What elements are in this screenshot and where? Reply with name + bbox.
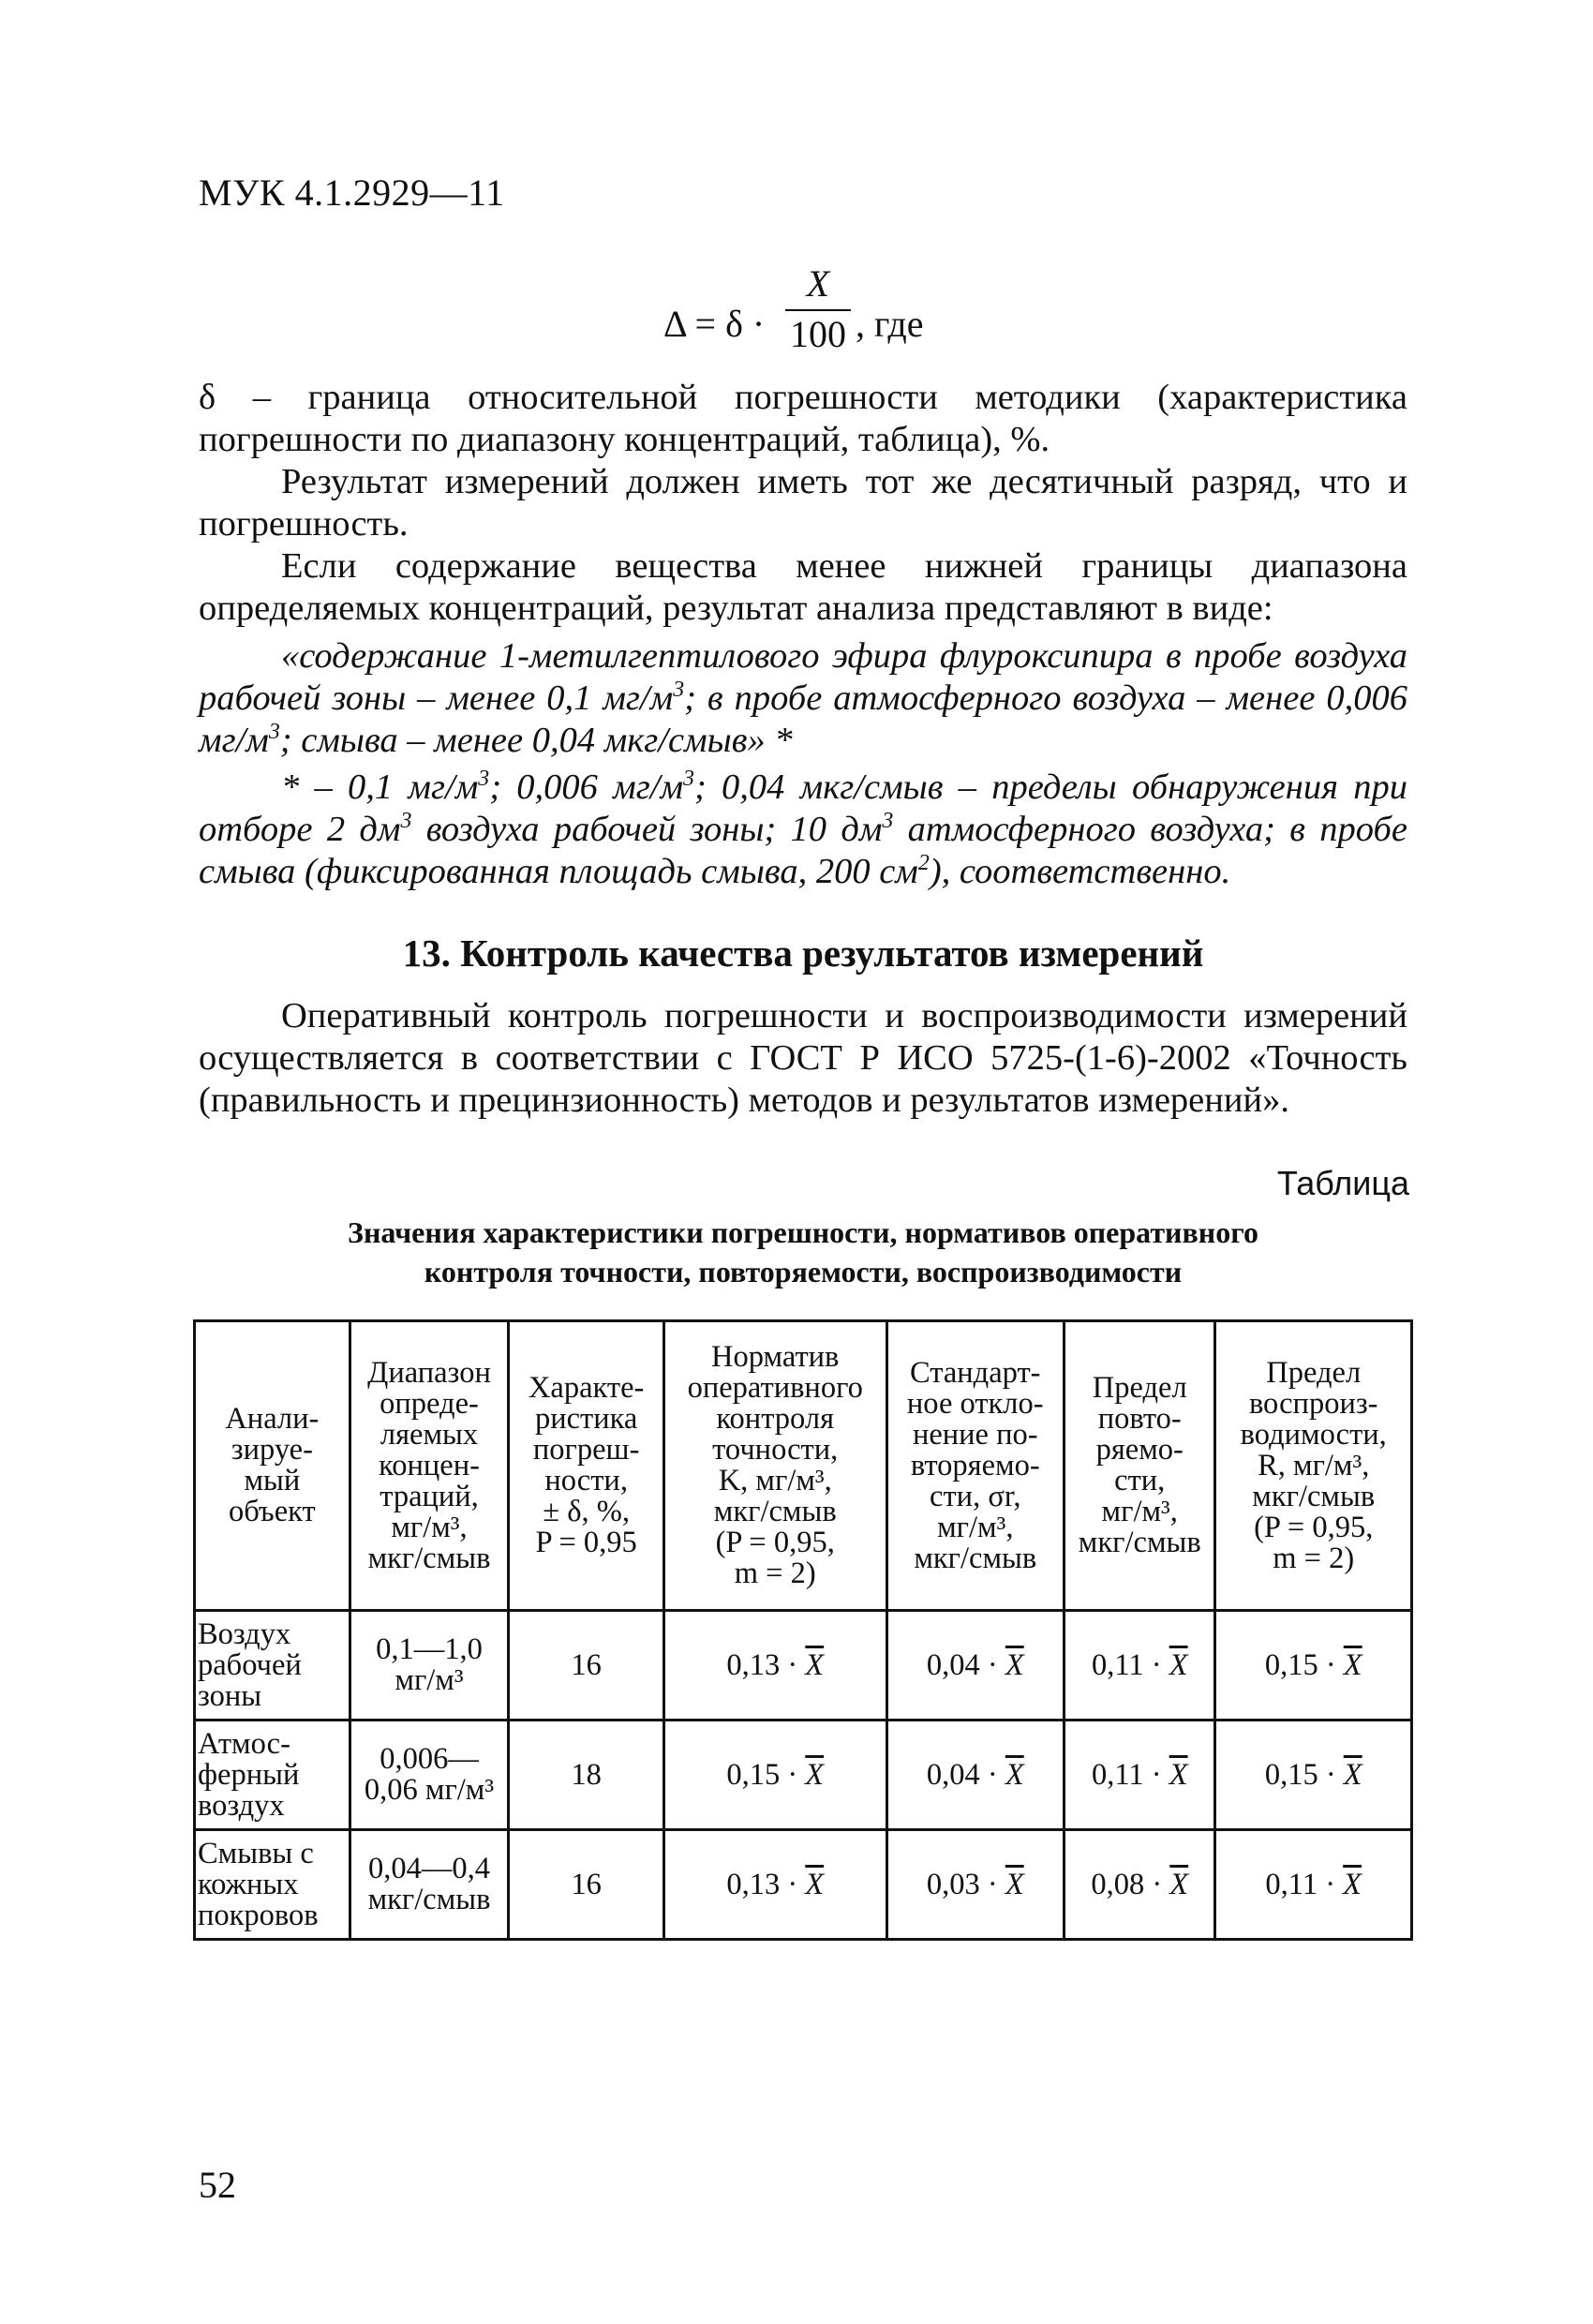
delta-definition: δ – граница относительной погрешности методики (характеристика погрешности по диапазону концентраций, таблица), %. xyxy=(199,378,1407,459)
footnote-part: * – 0,1 мг/м xyxy=(281,767,479,807)
error-formula xyxy=(663,264,963,367)
table-row xyxy=(195,1721,1412,1830)
table-label: Таблица xyxy=(1276,1164,1409,1202)
mean-x-symbol: $\overline{X}$ xyxy=(805,1867,825,1901)
detection-limits-footnote xyxy=(199,767,1407,893)
mean-x-symbol: $\overline{X}$ xyxy=(1005,1867,1024,1901)
section-body: Оперативный контроль погрешности и воспроизводимости измерений осуществляется в соответствии с ГОСТ Р ИСО 5725-(1-6)-2002 «Точность (правильность и прецинзионность) методов и результатов измерений». xyxy=(199,996,1407,1120)
object-cell: Атмос- ферный воздух xyxy=(195,1721,350,1830)
table-caption xyxy=(199,1213,1407,1291)
quote-part: ; в пробе атмосферного воздуха – менее 0,006 мг/м xyxy=(199,678,1407,760)
formula-numerator: X xyxy=(806,262,830,305)
delta-cell: 16 xyxy=(509,1611,664,1721)
mean-x-symbol: $\overline{X}$ xyxy=(1169,1757,1188,1792)
k-norm-cell: $0,15 \cdot \overline{X}$ xyxy=(663,1721,886,1830)
delta-cell: 18 xyxy=(509,1721,664,1830)
reproducibility-limit-cell: $0,15 \cdot \overline{X}$ xyxy=(1215,1721,1412,1830)
result-quote xyxy=(199,635,1407,762)
range-cell: 0,1—1,0 мг/м³ xyxy=(350,1611,509,1721)
repeatability-limit-cell: $0,11 \cdot \overline{X}$ xyxy=(1064,1721,1215,1830)
superscript: 3 xyxy=(400,809,412,834)
delta-cell: 16 xyxy=(509,1830,664,1940)
superscript: 3 xyxy=(268,720,280,745)
repeatability-limit-cell: $0,11 \cdot \overline{X}$ xyxy=(1064,1611,1215,1721)
sigma-cell: $0,03 \cdot \overline{X}$ xyxy=(886,1830,1064,1940)
header-cell: Предел повто- ряемо- сти, мг/м³, мкг/смыв xyxy=(1064,1321,1215,1611)
below-range-paragraph: Если содержание вещества менее нижней границы диапазона определяемых концентраций, результат анализа представляют в виде: xyxy=(199,546,1407,628)
superscript: 3 xyxy=(882,809,894,834)
k-norm-cell: $0,13 \cdot \overline{X}$ xyxy=(663,1611,886,1721)
quote-part: ; смыва – менее 0,04 мкг/смыв» * xyxy=(279,721,793,760)
mean-x-symbol: $\overline{X}$ xyxy=(805,1757,825,1792)
fraction-bar xyxy=(785,309,851,311)
formula-lhs: Δ = δ · xyxy=(663,303,766,345)
formula-rhs: , где xyxy=(856,303,924,345)
mean-x-symbol: $\overline{X}$ xyxy=(805,1647,825,1682)
sigma-cell: $0,04 \cdot \overline{X}$ xyxy=(886,1721,1064,1830)
header-cell: Предел воспроиз- водимости, R, мг/м³, мкг/смыв (P = 0,95, m = 2) xyxy=(1215,1321,1412,1611)
document-code: МУК 4.1.2929—11 xyxy=(199,171,505,214)
superscript: 3 xyxy=(478,767,490,792)
quote-part: «содержание 1-метилгептилового эфира флуроксипира в пробе воздуха рабочей зоны – менее 0,1 мг/м xyxy=(199,636,1407,718)
mean-x-symbol: $\overline{X}$ xyxy=(1169,1867,1189,1901)
caption-line: контроля точности, повторяемости, воспроизводимости xyxy=(424,1255,1183,1289)
formula-denominator: 100 xyxy=(790,313,846,355)
header-cell: Анали- зируе- мый объект xyxy=(195,1321,350,1611)
mean-x-symbol: $\overline{X}$ xyxy=(1005,1647,1024,1682)
mean-x-symbol: $\overline{X}$ xyxy=(1343,1757,1362,1792)
footnote-part: ; 0,04 мкг/смыв – пределы обнаружения при отборе 2 дм xyxy=(199,767,1407,849)
page-number: 52 xyxy=(199,2164,236,2206)
superscript: 3 xyxy=(673,678,685,703)
result-rank-paragraph: Результат измерений должен иметь тот же десятичный разряд, что и погрешность. xyxy=(199,462,1407,544)
table-row xyxy=(195,1611,1412,1721)
k-norm-cell: $0,13 \cdot \overline{X}$ xyxy=(663,1830,886,1940)
object-cell: Воздух рабочей зоны xyxy=(195,1611,350,1721)
footnote-part: ; 0,006 мг/м xyxy=(489,767,684,807)
table-header-row xyxy=(195,1321,1412,1611)
table-row xyxy=(195,1830,1412,1940)
sigma-cell: $0,04 \cdot \overline{X}$ xyxy=(886,1611,1064,1721)
header-cell: Диапазон опреде- ляемых концен- траций, мг/м³, мкг/смыв xyxy=(350,1321,509,1611)
mean-x-symbol: $\overline{X}$ xyxy=(1169,1647,1188,1682)
header-cell: Характе- ристика погреш- ности, ± δ, %, P = 0,95 xyxy=(509,1321,664,1611)
reproducibility-limit-cell: $0,11 \cdot \overline{X}$ xyxy=(1215,1830,1412,1940)
section-title: 13. Контроль качества результатов измерений xyxy=(402,931,1204,975)
object-cell: Смывы с кожных покровов xyxy=(195,1830,350,1940)
mean-x-symbol: $\overline{X}$ xyxy=(1343,1647,1362,1682)
formula-fraction xyxy=(785,264,851,354)
header-cell: Стандарт- ное откло- нение по- вторяемо- сти, σr, мг/м³, мкг/смыв xyxy=(886,1321,1064,1611)
mean-x-symbol: $\overline{X}$ xyxy=(1005,1757,1024,1792)
footnote-part: воздуха рабочей зоны; 10 дм xyxy=(411,810,883,849)
reproducibility-limit-cell: $0,15 \cdot \overline{X}$ xyxy=(1215,1611,1412,1721)
superscript: 3 xyxy=(683,767,694,792)
range-cell: 0,04—0,4 мкг/смыв xyxy=(350,1830,509,1940)
range-cell: 0,006— 0,06 мг/м³ xyxy=(350,1721,509,1830)
header-cell: Норматив оперативного контроля точности, K, мг/м³, мкг/смыв (P = 0,95, m = 2) xyxy=(663,1321,886,1611)
error-characteristics-table xyxy=(193,1319,1413,1941)
footnote-part: ), соответственно. xyxy=(929,852,1231,891)
mean-x-symbol: $\overline{X}$ xyxy=(1343,1867,1362,1901)
caption-line: Значения характеристики погрешности, нормативов оперативного xyxy=(348,1215,1258,1249)
footnote-part: атмосферного воздуха; в пробе смыва (фиксированная площадь смыва, 200 см xyxy=(199,810,1407,891)
repeatability-limit-cell: $0,08 \cdot \overline{X}$ xyxy=(1064,1830,1215,1940)
superscript: 2 xyxy=(917,851,930,876)
